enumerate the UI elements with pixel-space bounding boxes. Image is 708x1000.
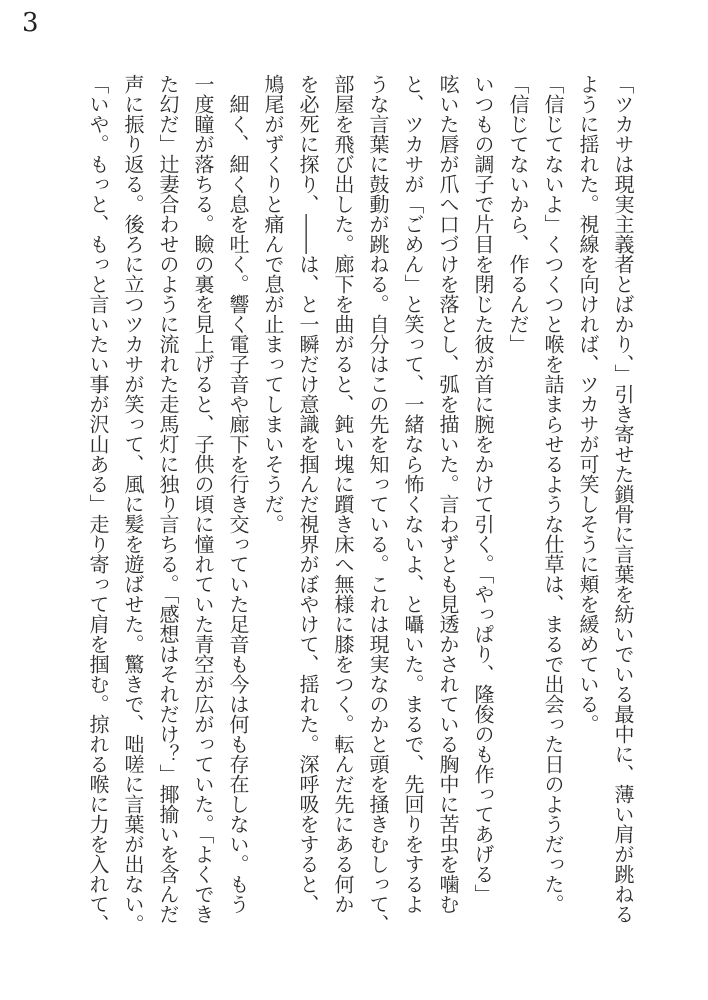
text-line: 鳩尾がずくりと痛んで息が止まってしまいそうだ。 [261,74,285,534]
text-line: ように揺れた。視線を向ければ、ツカサが可笑しそうに頬を緩めている。 [576,74,600,734]
text-line: 呟いた唇が爪へ口づけを落とし、弧を描いた。言わずとも見透かされている胸中に苦虫を噛む [436,74,460,914]
text-line: 一度瞳が落ちる。瞼の裏を見上げると、子供の頃に憧れていた青空が広がっていた。「よくでき [191,74,215,924]
page-number: 3 [22,8,39,38]
text-line: 細く、細く息を吐く。響く電子音や廊下を行き交っていた足音も今は何も存在しない。もう [226,74,250,914]
text-line: と、ツカサが「ごめん」と笑って、一緒なら怖くないよ、と囁いた。まるで、先回りをするよ [401,74,425,914]
text-line: 声に振り返る。後ろに立つツカサが笑って、風に髪を遊ばせた。驚きで、咄嗟に言葉が出ない。 [121,74,145,934]
text-line: た幻だ」辻妻合わせのように流れた走馬灯に独り言ちる。「感想はそれだけ？」揶揄いを含んだ [156,74,180,924]
text-line: 「ツカサは現実主義者とばかり、」引き寄せた鎖骨に言葉を紡いでいる最中に、薄い肩が跳ねる [611,74,635,924]
text-line: 「信じてないから、作るんだ」 [506,74,530,354]
text-line: 「いや。もっと、もっと言いたい事が沢山ある」走り寄って肩を掴む。掠れる喉に力を入れて、 [86,74,110,934]
text-line: うな言葉に鼓動が跳ねる。自分はこの先を知っている。これは現実なのかと頭を掻きむしって、 [366,74,390,934]
text-line: いつもの調子で片目を閉じた彼が首に腕をかけて引く。「やっぱり、隆俊のも作ってあげる」 [471,74,495,904]
vertical-text-body [80,74,640,944]
text-line: 「信じてないよ」くつくつと喉を詰まらせるような仕草は、まるで出会った日のようだった。 [541,74,565,914]
text-line: 部屋を飛び出した。廊下を曲がると、鈍い塊に躓き床へ無様に膝をつく。転んだ先にある何か [331,74,355,914]
text-line: を必死に探り、――は、と一瞬だけ意識を掴んだ視界がぼやけて、揺れた。深呼吸をすると、 [296,74,320,914]
